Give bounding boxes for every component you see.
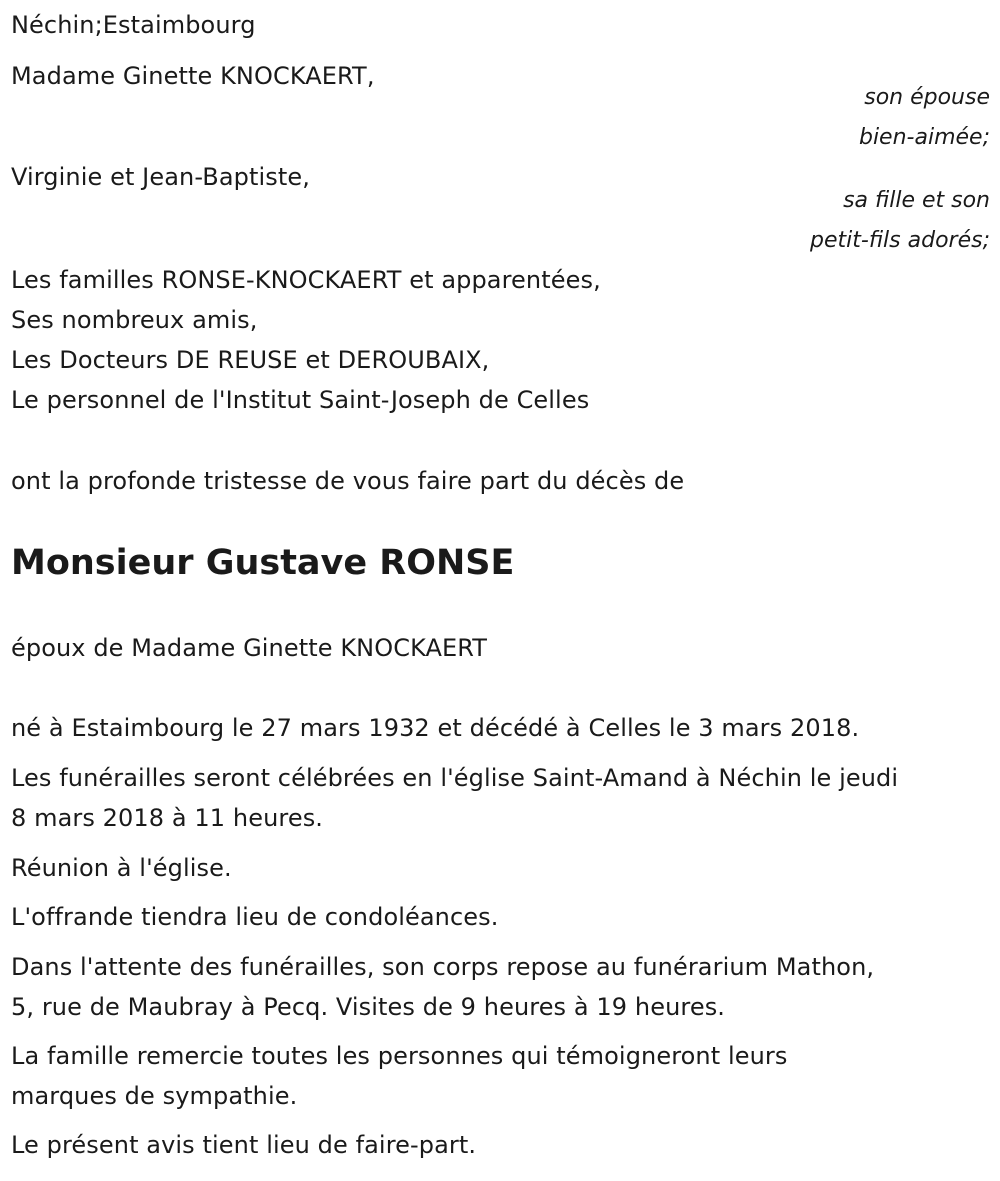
others-line-4: Le personnel de l'Institut Saint-Joseph de Celles (11, 386, 590, 414)
thanks-line-1: La famille remercie toutes les personnes qui témoigneront leurs (11, 1042, 788, 1070)
family-name-children: Virginie et Jean-Baptiste, (11, 163, 310, 191)
others-line-2: Ses nombreux amis, (11, 306, 258, 334)
deceased-name: Monsieur Gustave RONSE (11, 543, 515, 583)
notice: Le présent avis tient lieu de faire-part. (11, 1131, 477, 1159)
family-relation-children-1: sa fille et son (843, 188, 990, 213)
spouse-line: époux de Madame Ginette KNOCKAERT (11, 634, 488, 662)
thanks-line-2: marques de sympathie. (11, 1082, 298, 1110)
others-line-3: Les Docteurs DE REUSE et DEROUBAIX, (11, 346, 490, 374)
visitation-line-1: Dans l'attente des funérailles, son corps repose au funérarium Mathon, (11, 953, 875, 981)
funeral-line-1: Les funérailles seront célébrées en l'église Saint-Amand à Néchin le jeudi (11, 764, 899, 792)
visitation-line-2: 5, rue de Maubray à Pecq. Visites de 9 heures à 19 heures. (11, 993, 726, 1021)
offering: L'offrande tiendra lieu de condoléances. (11, 903, 499, 931)
family-relation-spouse-1: son épouse (864, 85, 990, 110)
birth-death: né à Estaimbourg le 27 mars 1932 et décédé à Celles le 3 mars 2018. (11, 714, 860, 742)
family-relation-children-2: petit-fils adorés; (810, 228, 990, 253)
announcement: ont la profonde tristesse de vous faire part du décès de (11, 467, 685, 495)
family-name-spouse: Madame Ginette KNOCKAERT, (11, 62, 375, 90)
funeral-line-2: 8 mars 2018 à 11 heures. (11, 804, 324, 832)
family-relation-spouse-2: bien-aimée; (858, 125, 990, 150)
meeting: Réunion à l'église. (11, 854, 232, 882)
others-line-1: Les familles RONSE-KNOCKAERT et apparentées, (11, 266, 601, 294)
location: Néchin;Estaimbourg (11, 11, 256, 39)
